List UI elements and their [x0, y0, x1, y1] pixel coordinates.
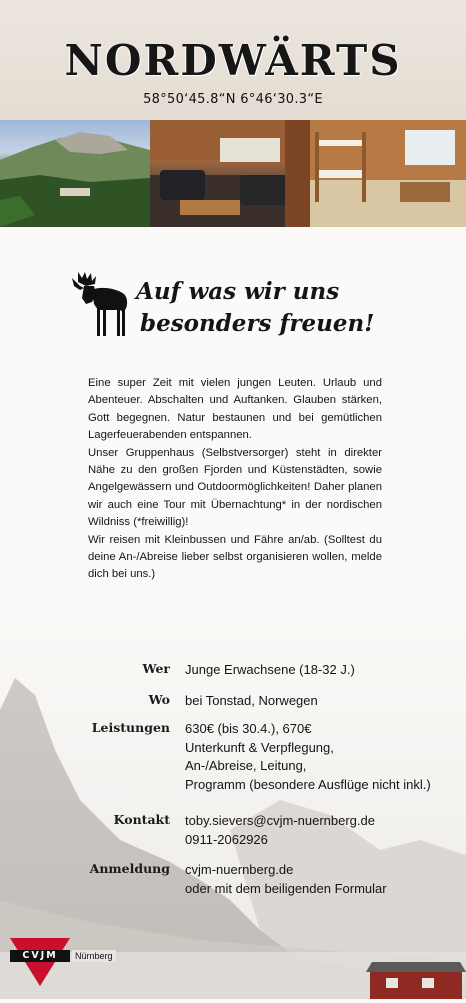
service-line: An-/Abreise, Leitung, — [185, 758, 307, 773]
info-value — [185, 692, 455, 711]
paragraph-house: Unser Gruppenhaus (Selbstversorger) steht in direkter Nähe zu den großen Fjorden und Küstenstädten, sowie Angelgewässern und Outdoormöglichkeiten! Daher planen wir auch eine Tour mit Übernachtung* in der nordischen Wildniss (*freiwillig)! — [88, 446, 382, 529]
info-label: Leistungen — [91, 720, 170, 735]
registration-url[interactable]: cvjm-nuernberg.de — [185, 862, 294, 877]
service-line: Unterkunft & Verpflegung, — [185, 739, 334, 755]
heading-line-2: besonders freuen! — [140, 310, 375, 337]
page-title: NORDWÄRTS — [64, 36, 402, 85]
body-text — [88, 375, 382, 584]
info-label: Anmeldung — [89, 861, 170, 876]
info-label: Wer — [142, 661, 170, 676]
info-value — [185, 861, 455, 898]
logo-letters: CVJM — [10, 950, 70, 962]
location: bei Tonstad, Norwegen — [185, 693, 318, 708]
logo-city: Nürnberg — [72, 950, 116, 962]
heading-line-1: Auf was wir uns — [136, 278, 340, 305]
target-group: Junge Erwachsene (18-32 J.) — [185, 662, 355, 677]
gps-coordinates: 58°50‘45.8“N 6°46‘30.3“E — [143, 92, 323, 107]
info-label: Kontakt — [113, 812, 170, 827]
info-value — [185, 661, 455, 680]
header — [0, 0, 466, 120]
service-line: Programm (besondere Ausflüge nicht inkl.) — [185, 776, 431, 792]
landscape-photo — [0, 120, 150, 227]
registration-note: oder mit dem beiligenden Formular — [185, 880, 387, 896]
info-value — [185, 812, 455, 849]
photo-strip — [0, 120, 466, 227]
logo-triangle-icon — [10, 938, 70, 986]
moose-icon — [70, 268, 132, 338]
paragraph-travel: Wir reisen mit Kleinbussen und Fähre an/ab. (Solltest du deine An-/Abreise lieber selbst organisieren wollen, melde dich bei uns.) — [88, 533, 382, 581]
info-label: Wo — [148, 692, 170, 707]
price: 630€ (bis 30.4.), 670€ — [185, 721, 312, 736]
section-heading — [136, 276, 376, 340]
bunk-room-photo — [310, 120, 466, 227]
red-hut-image — [366, 948, 466, 999]
paragraph-intro: Eine super Zeit mit vielen jungen Leuten. Urlaub und Abenteuer. Abschalten und Auftanken. Glauben stärken, Gott begegnen. Natur bestaunen und bei gemütlichen Lagerfeuerabenden entspannen. — [88, 377, 382, 442]
contact-phone[interactable]: 0911-2062926 — [185, 831, 268, 847]
contact-email[interactable]: toby.sievers@cvjm-nuernberg.de — [185, 813, 375, 828]
info-value — [185, 720, 455, 794]
cvjm-logo — [10, 938, 120, 988]
lounge-photo — [150, 120, 310, 227]
